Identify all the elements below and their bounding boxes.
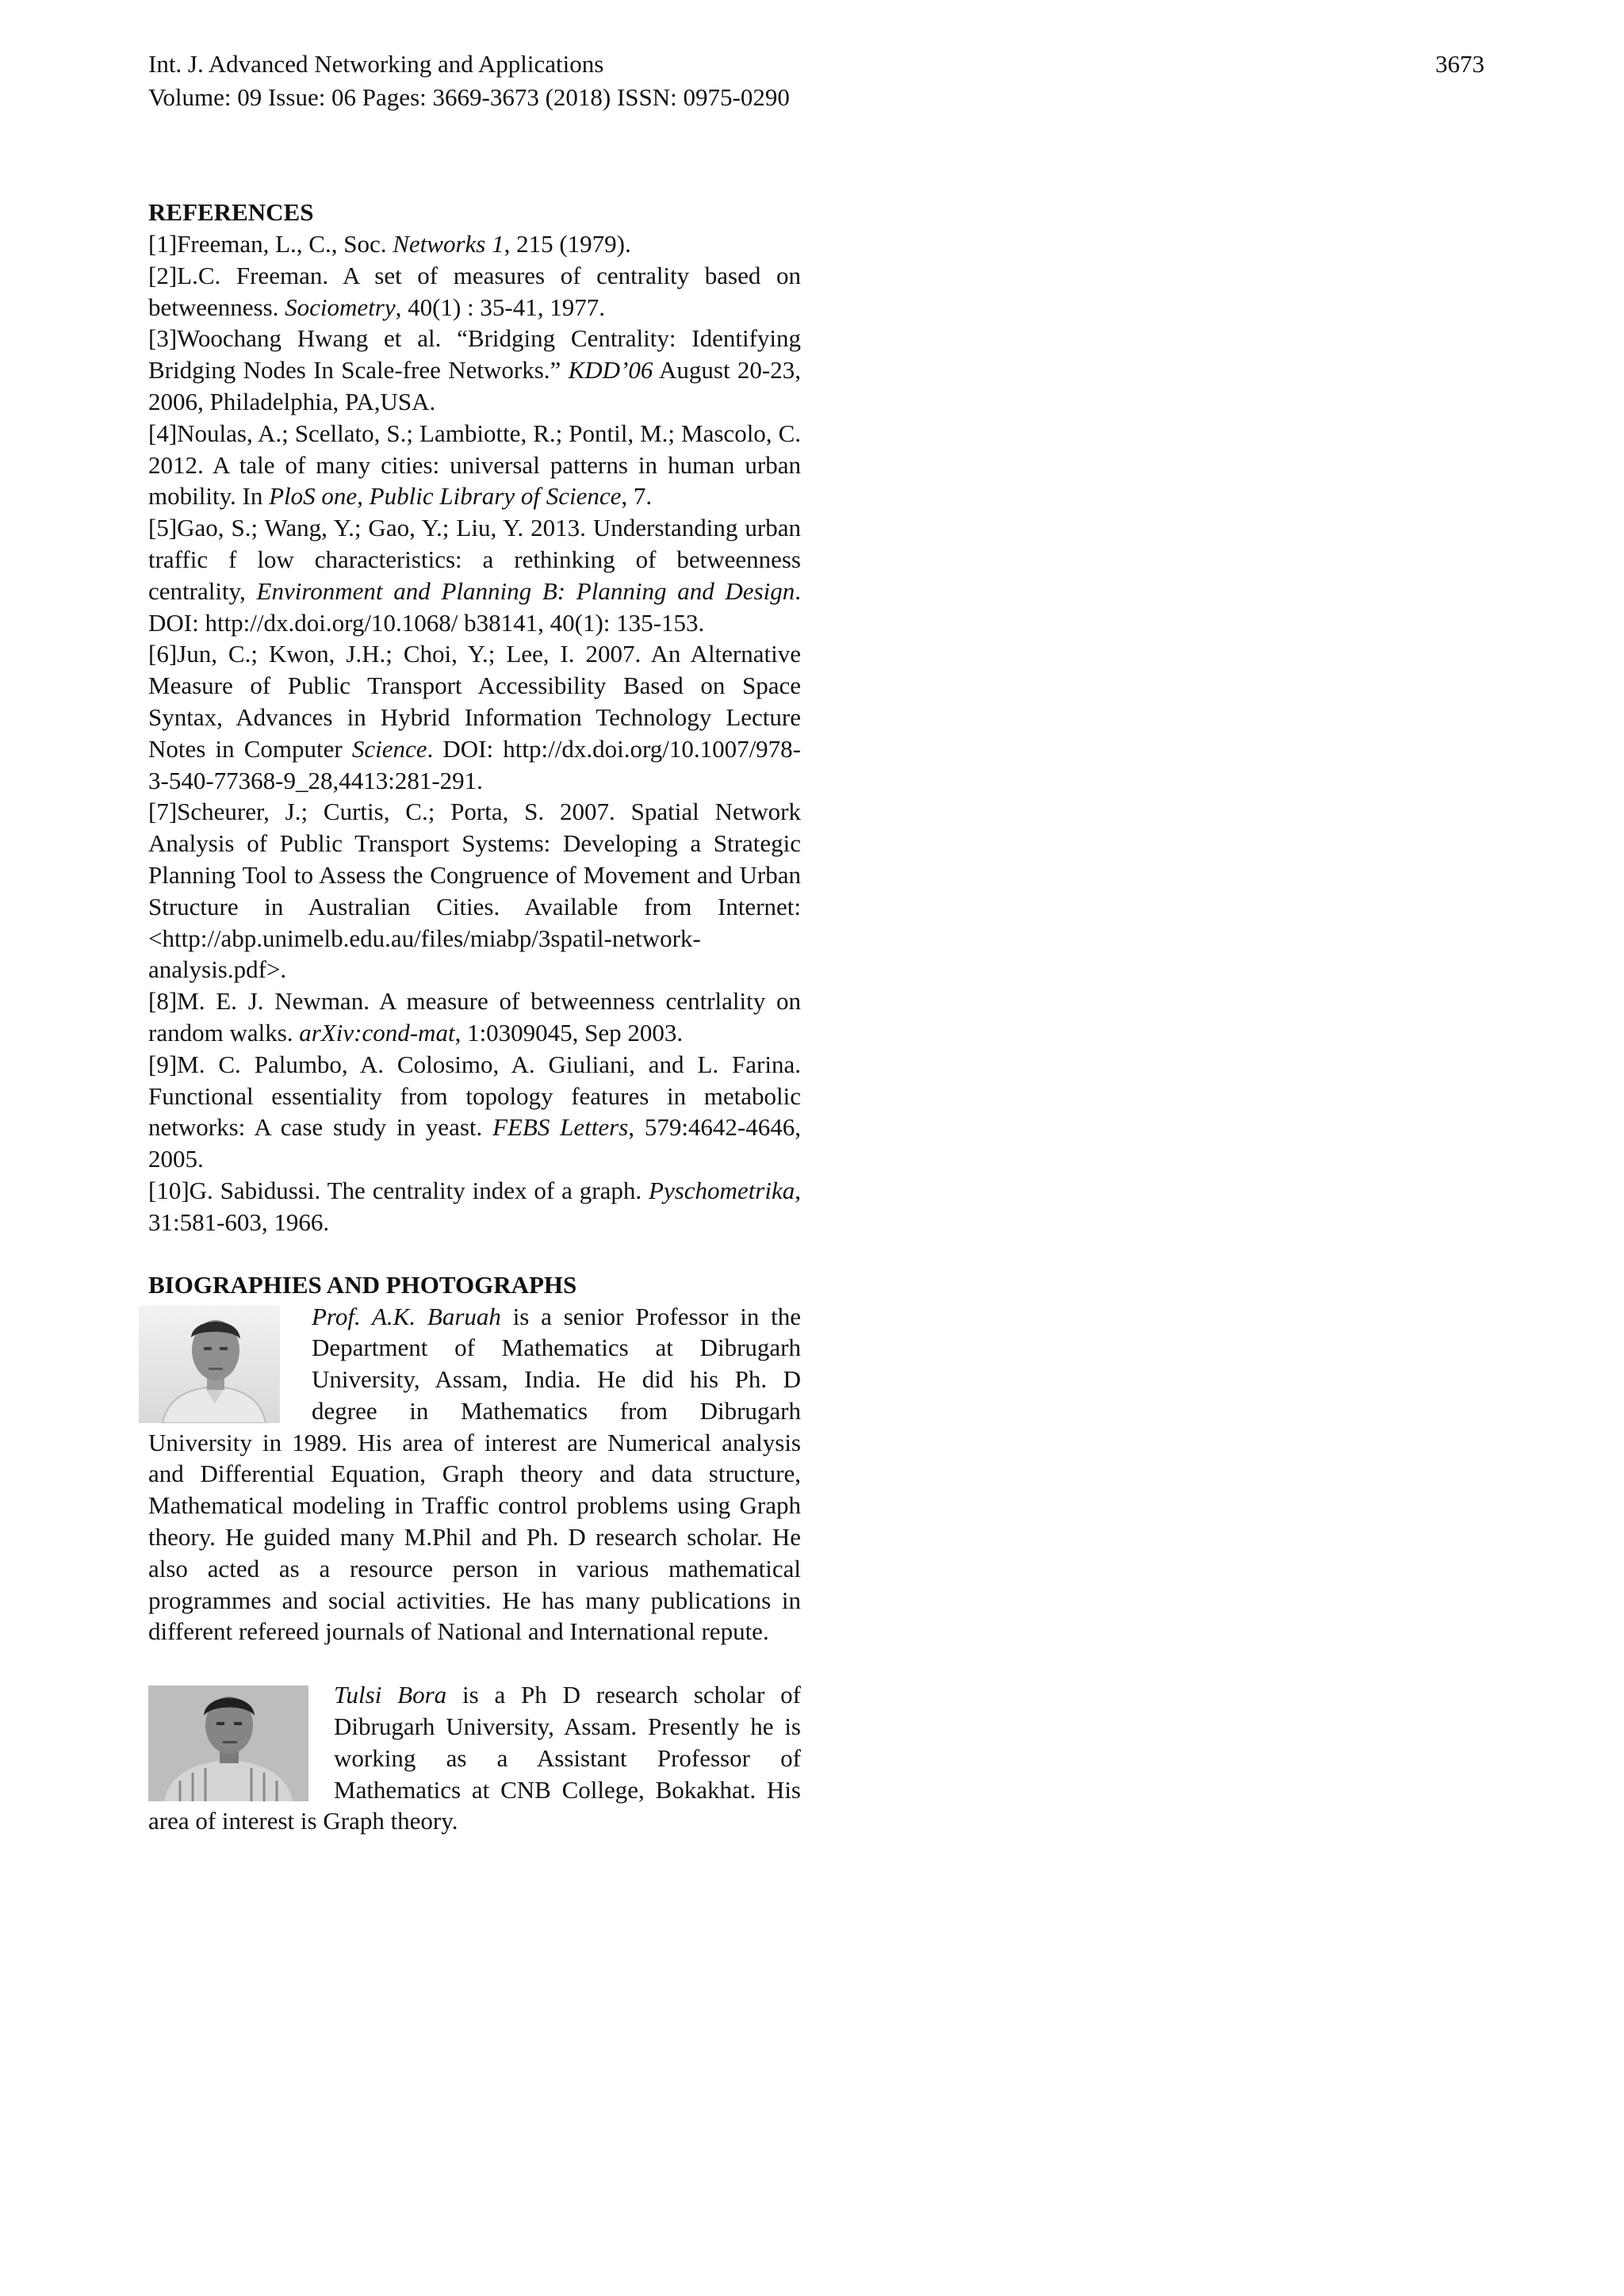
biography-baruah: [148, 1301, 801, 1648]
reference-source: Pyschometrika: [649, 1176, 795, 1204]
reference-source: Networks 1: [393, 230, 504, 258]
author-photo: [148, 1686, 308, 1801]
author-name: Tulsi Bora: [334, 1681, 447, 1709]
reference-item: [148, 985, 801, 1049]
reference-details: , 579:4642-4646, 2005.: [148, 1113, 802, 1173]
reference-text: [10]G. Sabidussi. The centrality index of a graph.: [148, 1176, 649, 1204]
biography-text: is a senior Professor in the Department of Mathematics at Dibrugarh University, Assam, India. He did his Ph. D degree in Mathematics from Dibrugarh University in 1989. His area of interest are Numerical analysis and Differential Equation, Graph theory and data structure, Mathematical modeling in Traffic control problems using Graph theory. He guided many M.Phil and Ph. D research scholar. He also acted as a resource person in various mathematical programmes and social activities. He has many publications in different refereed journals of National and International repute.: [148, 1302, 802, 1646]
page-number: 3673: [1435, 50, 1484, 78]
reference-details: . DOI: http://dx.doi.org/10.1068/ b38141, 40(1): 135-153.: [148, 576, 801, 637]
reference-text: [8]M. E. J. Newman. A measure of betweenness centrlality on random walks.: [148, 987, 801, 1047]
reference-source: arXiv:cond-mat: [299, 1018, 455, 1047]
reference-source: PloS one, Public Library of Science: [269, 482, 622, 511]
reference-text: [4]Noulas, A.; Scellato, S.; Lambiotte, R.; Pontil, M.; Mascolo, C. 2012. A tale of many cities: universal patterns in human urban mobility. In: [148, 419, 801, 511]
reference-details: , 31:581-603, 1966.: [148, 1176, 801, 1236]
author-name: Prof. A.K. Baruah: [312, 1302, 501, 1330]
reference-source: Science: [351, 734, 427, 763]
author-photo: [139, 1306, 288, 1423]
reference-details: , 215 (1979).: [504, 230, 631, 258]
reference-text: [6]Jun, C.; Kwon, J.H.; Choi, Y.; Lee, I. 2007. An Alternative Measure of Public Transport Accessibility Based on Space Syntax, Advances in Hybrid Information Technology Lecture Notes in Computer: [148, 640, 801, 763]
reference-details: , 40(1) : 35-41, 1977.: [395, 293, 605, 321]
references-heading: REFERENCES: [148, 198, 314, 226]
reference-text: [9]M. C. Palumbo, A. Colosimo, A. Giuliani, and L. Farina. Functional essentiality from topology features in metabolic networks: A case study in yeast.: [148, 1050, 801, 1142]
reference-text: [7]Scheurer, J.; Curtis, C.; Porta, S. 2007. Spatial Network Analysis of Public Transport Systems: Developing a Strategic Planning Tool to Assess the Congruence of Movement and Urban Structure in Australian Cities. Available from Internet: <http://abp.unimelb.edu.au/files/miabp/3spatil-network-analysis.pdf>.: [148, 798, 801, 984]
biography-text: is a Ph D research scholar of Dibrugarh University, Assam. Presently he is working as a Assistant Professor of Mathematics at CNB College, Bokakhat. His area of interest is Graph theory.: [148, 1681, 801, 1835]
reference-text: [3]Woochang Hwang et al. “Bridging Centrality: Identifying Bridging Nodes In Scale-free Networks.”: [148, 324, 801, 385]
reference-details: August 20-23, 2006, Philadelphia, PA,USA.: [148, 356, 801, 415]
reference-source: Sociometry: [285, 293, 396, 321]
reference-item: [148, 260, 801, 323]
page-header: [148, 48, 1484, 114]
reference-source: Environment and Planning B: Planning and Design: [256, 576, 795, 605]
reference-source: KDD’06: [568, 356, 653, 385]
biographies-heading: BIOGRAPHIES AND PHOTOGRAPHS: [148, 1270, 577, 1299]
biography-bora: [148, 1679, 801, 1837]
reference-item: [148, 323, 801, 417]
reference-details: , 1:0309045, Sep 2003.: [454, 1018, 684, 1047]
reference-item: [148, 1049, 801, 1175]
journal-title: Int. J. Advanced Networking and Applications: [148, 50, 604, 78]
volume-info: Volume: 09 Issue: 06 Pages: 3669-3673 (2018) ISSN: 0975-0290: [148, 83, 790, 111]
reference-item: [148, 638, 801, 796]
reference-details: . DOI: http://dx.doi.org/10.1007/978-3-540-77368-9_28,4413:281-291.: [148, 734, 802, 794]
reference-item: [148, 796, 801, 985]
reference-source: FEBS Letters: [492, 1113, 629, 1142]
reference-text: [5]Gao, S.; Wang, Y.; Gao, Y.; Liu, Y. 2013. Understanding urban traffic f low characteristics: a rethinking of betweenness centrality,: [148, 514, 801, 605]
reference-text: [1]Freeman, L., C., Soc.: [148, 230, 393, 258]
main-column: [148, 197, 801, 1837]
references-list: [148, 228, 801, 1238]
reference-item: [148, 418, 801, 512]
reference-text: [2]L.C. Freeman. A set of measures of centrality based on betweenness.: [148, 261, 801, 321]
reference-item: [148, 512, 801, 638]
reference-item: [148, 1175, 801, 1238]
reference-details: , 7.: [621, 482, 653, 511]
reference-item: [148, 228, 801, 260]
